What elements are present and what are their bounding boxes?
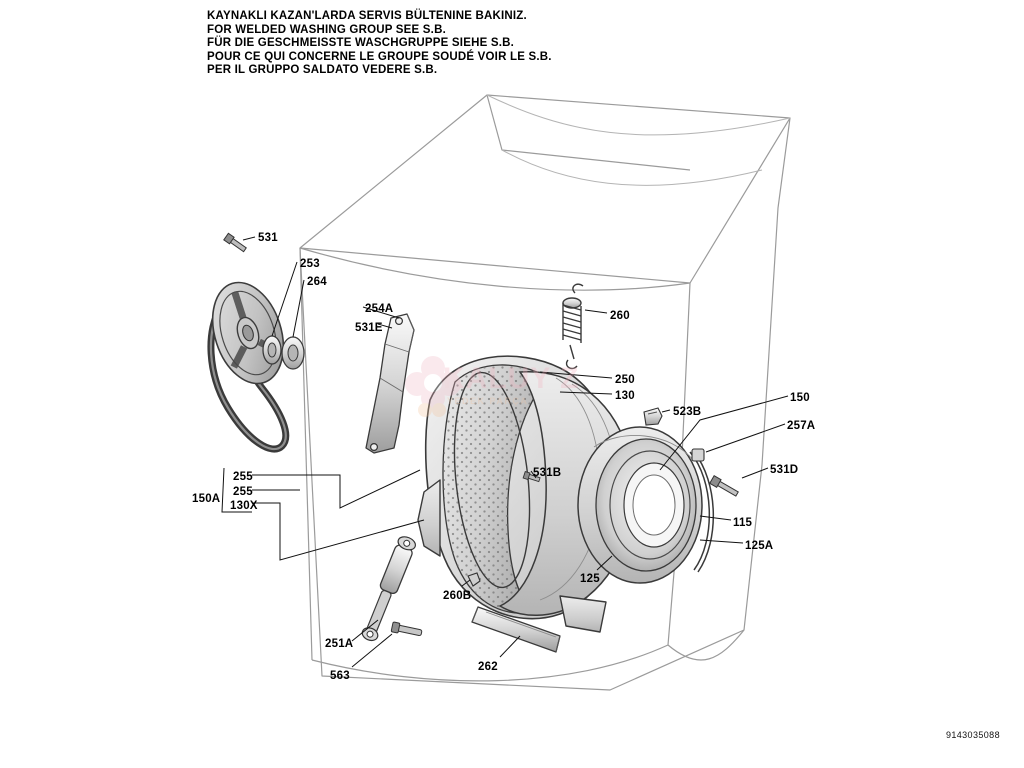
callout-523B: 523B [673, 406, 702, 418]
callout-251A: 251A [325, 638, 354, 650]
callout-255-bottom: 255 [233, 486, 253, 498]
note-line-en: FOR WELDED WASHING GROUP SEE S.B. [207, 23, 446, 36]
note-line-tr: KAYNAKLI KAZAN'LARDA SERVIS BÜLTENINE BAKINIZ. [207, 10, 527, 22]
callout-531B: 531B [533, 467, 562, 479]
service-bulletin-note [207, 10, 552, 78]
callout-260B: 260B [443, 590, 472, 602]
callout-130: 130 [615, 390, 635, 402]
callout-254A: 254A [365, 303, 394, 315]
callout-260: 260 [610, 310, 630, 322]
note-line-fr: POUR CE QUI CONCERNE LE GROUPE SOUDÉ VOIR LE S.B. [207, 50, 552, 63]
callout-130X: 130X [230, 500, 258, 512]
callout-150: 150 [790, 392, 810, 404]
callout-264: 264 [307, 276, 327, 288]
callout-563: 563 [330, 670, 350, 682]
callout-255-top: 255 [233, 471, 253, 483]
watermark-text: KALUY Z [443, 362, 580, 395]
callout-150A: 150A [192, 493, 221, 505]
callout-125A: 125A [745, 540, 774, 552]
note-line-de: FÜR DIE GESCHMEISSTE WASCHGRUPPE SIEHE S.B. [207, 37, 515, 50]
callout-253: 253 [300, 258, 320, 270]
callout-250: 250 [615, 374, 635, 386]
callout-262: 262 [478, 661, 498, 673]
callout-257A: 257A [787, 420, 816, 432]
callout-531D: 531D [770, 464, 799, 476]
callout-115: 115 [733, 517, 753, 529]
callout-531E: 531E [355, 322, 383, 334]
callout-531: 531 [258, 232, 278, 244]
drawing-number: 9143035088 [945, 730, 1000, 740]
note-line-it: PER IL GRUPPO SALDATO VEDERE S.B. [207, 64, 438, 77]
callout-125: 125 [580, 573, 600, 585]
watermark-subtext: YEDEK PARÇA [447, 396, 529, 406]
